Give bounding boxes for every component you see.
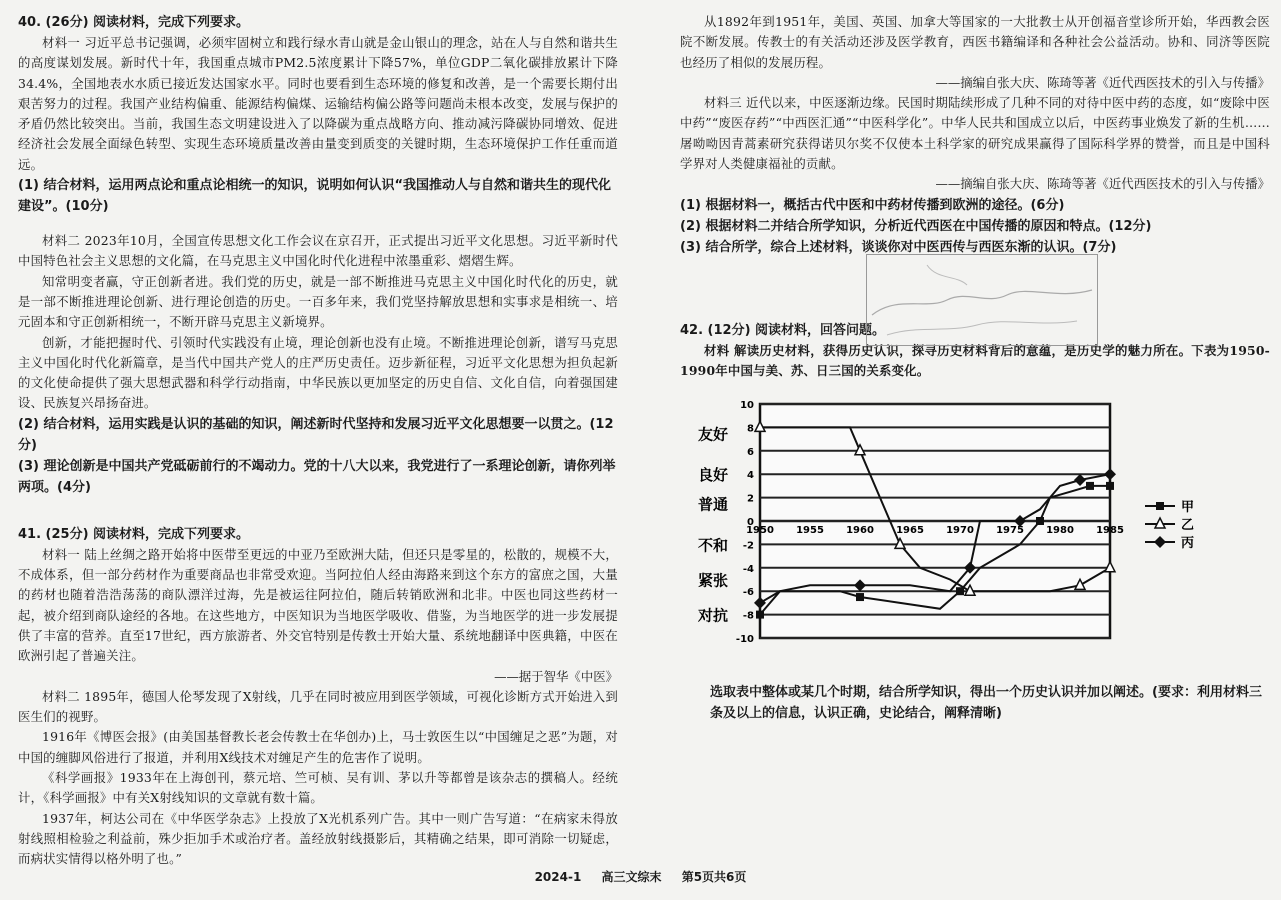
- y-tick-label: -8: [742, 610, 754, 622]
- y-category-label: 紧张: [698, 571, 729, 590]
- y-category-label: 不和: [698, 536, 729, 555]
- legend-label-丙: 丙: [1181, 536, 1195, 551]
- y-tick-label: 4: [747, 470, 754, 482]
- q41-sub-3: (3) 结合所学，综合上述材料，谈谈你对中医西传与西医东渐的认识。(7分): [680, 239, 1117, 255]
- q40-material-1: 材料一 习近平总书记强调，必须牢固树立和践行绿水青山就是金山银山的理念，站在人与自然和谐共生的高度谋划发展。新时代十年，我国重点城市PM2.5浓度累计下降57%，单位GDP二氧化碳排放累计下降34.4%，全国地表水水质已接近发达国家水平。同时也要看到生态环境的修复和改善，是一个需要长期付出艰苦努力的过程。我国产业结构偏重、能源结构偏煤、运输结构偏公路等问题尚未根本改变，发展与保护的矛盾仍然比较突出。当前，我国生态文明建设进入了以降碳为重点战略方向、推动减污降碳协同增效、促进经济社会发展全面绿色转型、实现生态环境质量改善由量变到质变的关键时期，生态环境保护工作任重而道远。: [18, 35, 618, 172]
- q42-heading: 42. (12分) 阅读材料，回答问题。: [680, 322, 886, 338]
- footer-page: 第5页共6页: [681, 870, 747, 884]
- x-tick-label: 1975: [996, 525, 1024, 536]
- q41-heading: 41. (25分) 阅读材料，完成下列要求。: [18, 526, 250, 542]
- x-tick-label: 1950: [746, 525, 774, 536]
- x-tick-label: 1965: [896, 525, 924, 536]
- x-tick-label: 1955: [796, 525, 824, 536]
- series-point-甲: [1036, 517, 1044, 525]
- q41-material-1: 材料一 陆上丝绸之路开始将中医带至更远的中亚乃至欧洲大陆，但还只是零星的，松散的，规模不大，不成体系，但一部分药材作为重要商品也非常受欢迎。当阿拉伯人经由海路来到这个东方的富庶之国，大量的药材也随着浩浩荡荡的商队漂洋过海，先是被运往阿拉伯，随后转销欧洲和北非。中医也同这些药材一起，被介绍到商队途经的各地。在这些地方，中医知识为当地医学吸收、借鉴，为当地医学的进一步发展提供了丰富的营养。直至17世纪，西方旅游者、外交官特别是传教士开始大量、系统地翻译中医典籍，中医在欧洲引起了普遍关注。: [18, 546, 618, 664]
- legend-label-甲: 甲: [1181, 500, 1195, 515]
- series-point-甲: [956, 587, 964, 595]
- q40-heading: 40. (26分) 阅读材料，完成下列要求。: [18, 15, 250, 30]
- relations-chart: [690, 398, 1270, 648]
- legend-marker-丙: [1154, 536, 1166, 548]
- q41-sub-2: (2) 根据材料二并结合所学知识，分析近代西医在中国传播的原因和特点。(12分): [680, 218, 1152, 234]
- series-point-甲: [856, 593, 864, 601]
- y-category-label: 友好: [698, 425, 729, 444]
- map-image: [866, 254, 1098, 346]
- q41-material-3: 材料三 近代以来，中医逐渐边缘。民国时期陆续形成了几种不同的对待中医中药的态度，如“废除中医中药”“废医存药”“中西医汇通”“中医科学化”。中华人民共和国成立以后，中医药事业焕发了新的生机……屠呦呦因青蒿素研究获得诺贝尔奖不仅使本土科学家的研究成果赢得了国际科学界的赞誉，而且是中国科学界对人类健康福祉的贡献。: [680, 95, 1270, 172]
- q41-material-2d: 1937年，柯达公司在《中华医学杂志》上投放了X光机系列广告。其中一则广告写道：“在病家未得放射线照相检验之利益前，殊少拒加手术或治疗者。盖经放射线摄影后，其精确之结果，即可消除一切疑虑，而病状实情得以格外明了也。”: [18, 810, 618, 867]
- page-footer: [0, 868, 1281, 885]
- left-column: [18, 12, 618, 870]
- series-point-甲: [1086, 482, 1094, 490]
- x-tick-label: 1970: [946, 525, 974, 536]
- legend-marker-甲: [1156, 502, 1164, 510]
- q41-source-1: ——据于智华《中医》: [494, 668, 618, 684]
- map-outline: [867, 255, 1097, 345]
- q41-material-2a: 材料二 1895年，德国人伦琴发现了X射线，几乎在同时被应用到医学领域，可视化诊断方式开始进入到医生们的视野。: [18, 688, 618, 725]
- y-category-label: 良好: [698, 466, 729, 485]
- q41-material-2c: 《科学画报》1933年在上海创刊，蔡元培、竺可桢、吴有训、茅以升等都曾是该杂志的撰稿人。经统计，《科学画报》中有关X射线知识的文章就有数十篇。: [18, 770, 618, 806]
- q40-material-2c: 创新，才能把握时代、引领时代实践没有止境，理论创新也没有止境。不断推进理论创新，谱写马克思主义中国化时代化新篇章，是当代中国共产党人的庄严历史责任。迈步新征程，习近平文化思想为担负起新的文化使命提供了强大思想武器和科学行动指南，中华民族以更加坚定的历史自信、文化自信，向着强国建设、民族复兴昂扬奋进。: [18, 334, 618, 411]
- y-tick-label: -10: [735, 634, 754, 645]
- q40-sub-1: (1) 结合材料，运用两点论和重点论相统一的知识，说明如何认识“我国推动人与自然和谐共生的现代化建设”。(10分): [18, 178, 611, 215]
- series-point-甲: [1106, 482, 1114, 490]
- legend-label-乙: 乙: [1181, 518, 1195, 533]
- q41-source-2: ——摘编自张大庆、陈琦等著《近代西医技术的引入与传播》: [935, 74, 1270, 90]
- footer-exam: 高三文综末: [601, 870, 662, 884]
- q40-material-2a: 材料二 2023年10月，全国宣传思想文化工作会议在京召开，正式提出习近平文化思想。习近平新时代中国特色社会主义思想的文化篇，在马克思主义中国化时代化进程中浓墨重彩、熠熠生辉。: [18, 233, 618, 269]
- y-category-label: 对抗: [698, 606, 729, 625]
- q40-sub-2: (2) 结合材料，运用实践是认识的基础的知识，阐述新时代坚持和发展习近平文化思想要一以贯之。(12分): [18, 416, 614, 453]
- q41-material-2e: 从1892年到1951年，美国、英国、加拿大等国家的一大批教士从开创福音堂诊所开始，华西教会医院不断发展。传教士的有关活动还涉及医学教育，西医书籍编译和各种社会公益活动。协和、同济等医院也经历了相似的发展历程。: [680, 14, 1270, 70]
- q41-material-2b: 1916年《博医会报》(由美国基督教长老会传教士在华创办)上，马士敦医生以“中国缠足之恶”为题，对中国的缠脚风俗进行了报道，并利用X线技术对缠足产生的危害作了说明。: [18, 729, 618, 765]
- y-tick-label: 6: [747, 446, 754, 458]
- y-tick-label: 2: [747, 493, 754, 505]
- relations-chart-svg: [690, 398, 1270, 648]
- q41-source-3: ——摘编自张大庆、陈琦等著《近代西医技术的引入与传播》: [935, 176, 1270, 192]
- y-tick-label: -6: [742, 587, 754, 599]
- q42-task-block: [710, 682, 1270, 724]
- x-tick-label: 1985: [1096, 525, 1124, 536]
- y-tick-label: 8: [747, 423, 754, 435]
- y-tick-label: 0: [747, 517, 754, 528]
- y-tick-label: -2: [742, 540, 754, 552]
- y-tick-label: 10: [740, 400, 754, 411]
- q40-material-2b: 知常明变者赢，守正创新者进。我们党的历史，就是一部不断推进马克思主义中国化时代化的历史，就是一部不断推进理论创新、进行理论创造的历史。一百多年来，我们党坚持解放思想和实事求是相统一、培元固本和守正创新相统一，不断开辟马克思主义新境界。: [18, 273, 618, 330]
- y-tick-label: -4: [742, 563, 754, 575]
- q42-task: 选取表中整体或某几个时期，结合所学知识，得出一个历史认识并加以阐述。(要求：利用材料三条及以上的信息，认识正确，史论结合，阐释清晰): [710, 685, 1262, 721]
- series-point-甲: [756, 611, 764, 619]
- x-tick-label: 1960: [846, 525, 874, 536]
- x-tick-label: 1980: [1046, 525, 1074, 536]
- q41-sub-1: (1) 根据材料一，概括古代中医和中药材传播到欧洲的途径。(6分): [680, 197, 1065, 213]
- footer-date: 2024-1: [534, 870, 582, 884]
- q42-material: 材料 解读历史材料，获得历史认识，探寻历史材料背后的意蕴，是历史学的魅力所在。下表为1950-1990年中国与美、苏、日三国的关系变化。: [680, 342, 1270, 378]
- y-category-label: 普通: [698, 495, 729, 514]
- q40-sub-3: (3) 理论创新是中国共产党砥砺前行的不竭动力。党的十八大以来，我党进行了一系理论创新，请你列举两项。(4分): [18, 458, 616, 495]
